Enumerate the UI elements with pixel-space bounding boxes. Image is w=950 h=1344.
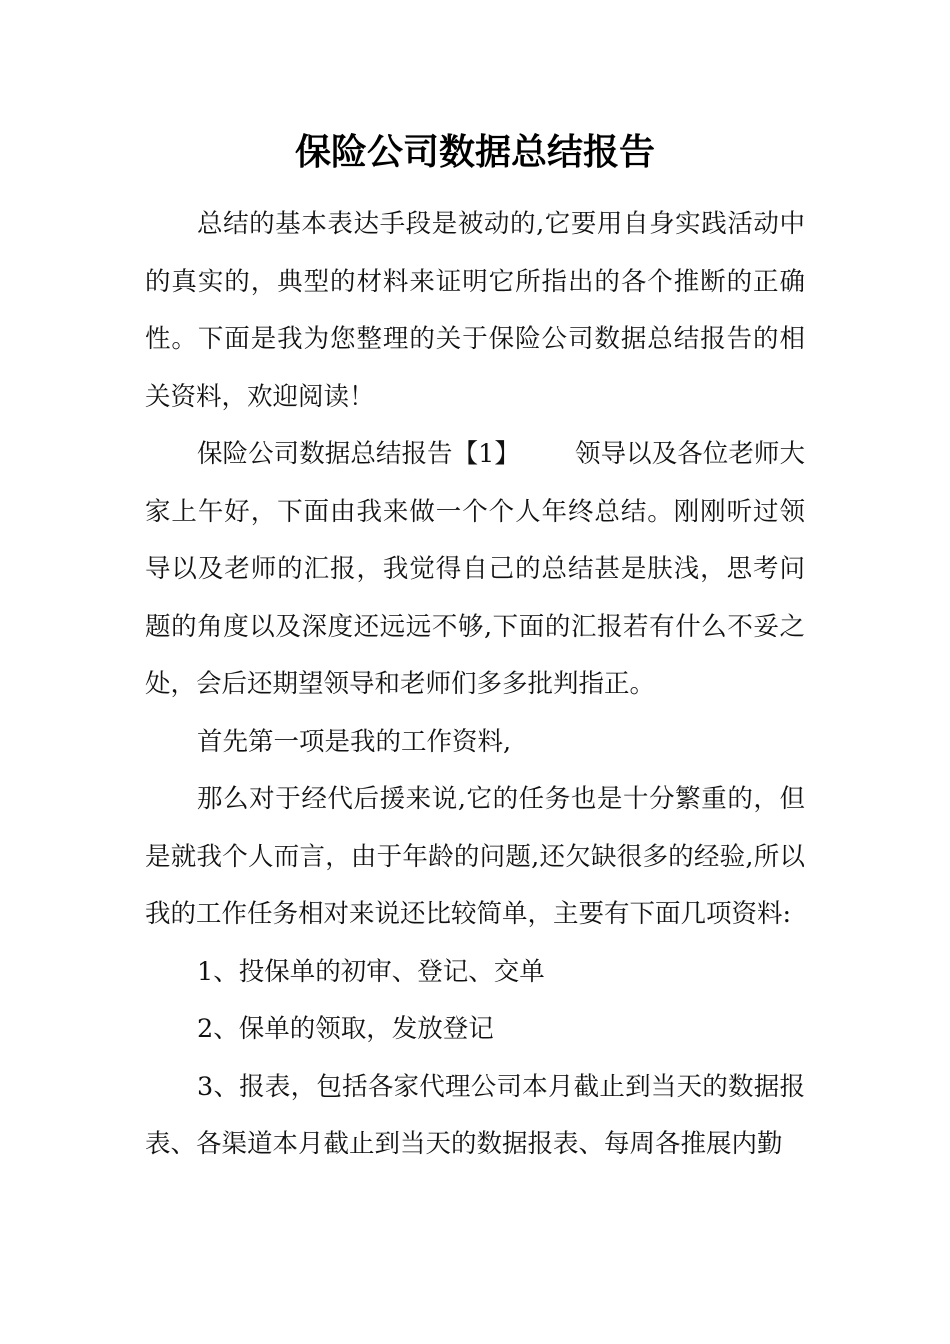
tasks-intro-paragraph: 那么对于经代后援来说,它的任务也是十分繁重的，但是就我个人而言，由于年龄的问题,还欠缺很多的经验,所以我的工作任务相对来说还比较简单，主要有下面几项资料: [145,784,805,929]
list-item: 1、投保单的初审、登记、交单 [197,956,545,987]
section-text: 领导以及各位老师大家上午好，下面由我来做一个个人年终总结。刚刚听过领导以及老师的汇报，我觉得自己的总结甚是肤浅，思考问题的角度以及深度还远远不够,下面的汇报若有什么不妥之处，会后还期望领导和老师们多多批判指正。 [145,439,805,699]
section-heading: 保险公司数据总结报告【1】 [197,439,520,469]
document-title: 保险公司数据总结报告 [294,132,655,173]
document-body [145,196,805,1174]
list-item: 3、报表，包括各家代理公司本月截止到当天的数据报表、各渠道本月截止到当天的数据报表、每周各推展内勤 [145,1071,805,1159]
section-paragraph [145,426,805,714]
list-item: 2、保单的领取，发放登记 [197,1014,494,1044]
work-content-paragraph: 首先第一项是我的工作资料, [197,726,512,757]
intro-paragraph: 总结的基本表达手段是被动的,它要用自身实践活动中的真实的，典型的材料来证明它所指出的各个推断的正确性。下面是我为您整理的关于保险公司数据总结报告的相关资料，欢迎阅读！ [145,209,805,412]
